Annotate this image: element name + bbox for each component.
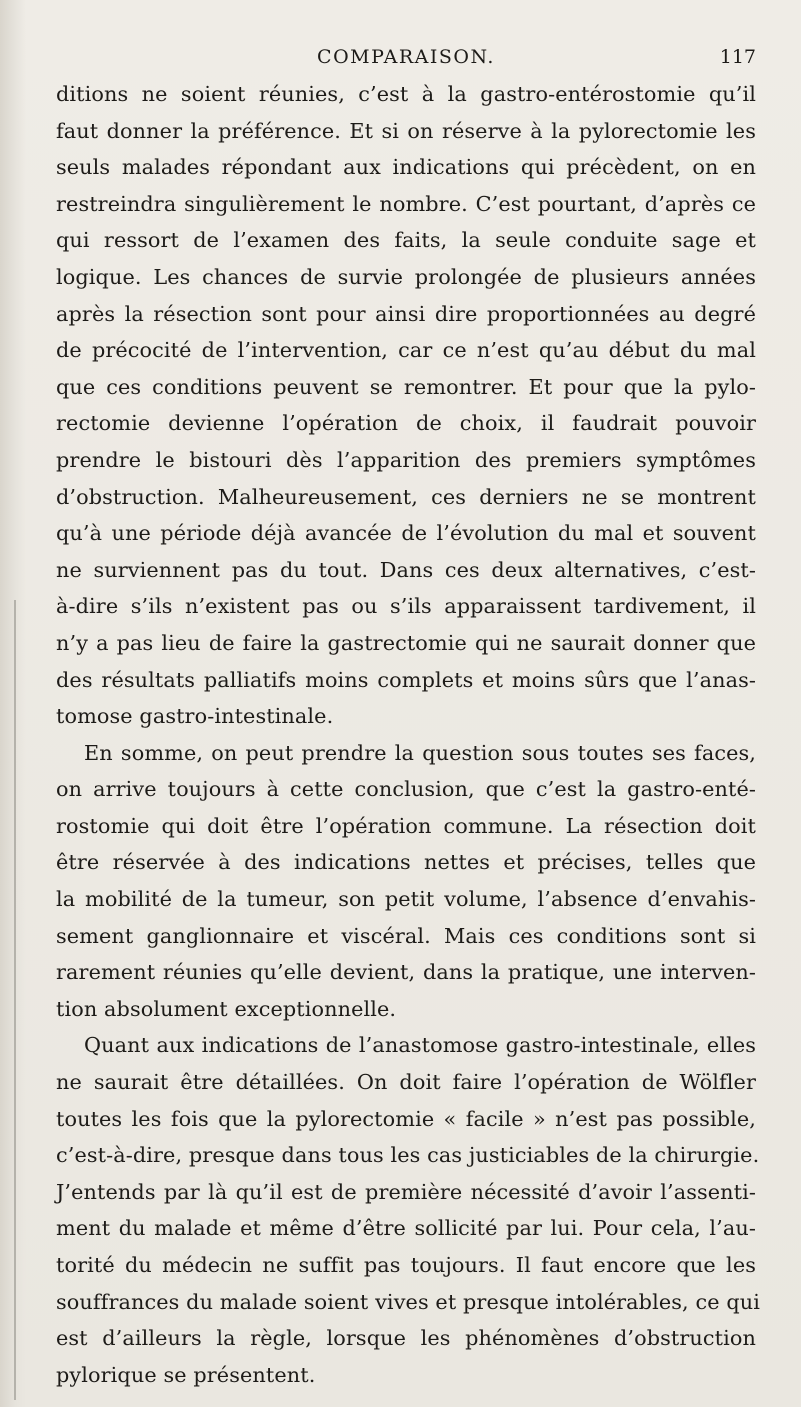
text-line: ne surviennent pas du tout. Dans ces deux alternatives, c’est- <box>56 557 756 582</box>
text-line: tion absolument exceptionnelle. <box>56 996 397 1021</box>
text-line: restreindra singulièrement le nombre. C’est pourtant, d’après ce <box>56 191 756 216</box>
text-line: faut donner la préférence. Et si on réserve à la pylorectomie les <box>56 118 756 143</box>
paragraph-start-line: Quant aux indications de l’anastomose gastro-intestinale, elles <box>84 1033 756 1058</box>
binding-gutter <box>0 0 26 1407</box>
text-line: on arrive toujours à cette conclusion, que c’est la gastro-enté- <box>56 777 756 802</box>
text-line: qu’à une période déjà avancée de l’évolution du mal et souvent <box>56 521 756 546</box>
text-line: être réservée à des indications nettes et précises, telles que <box>56 850 756 875</box>
binding-edge-line <box>14 600 16 1400</box>
paragraph-start-line: En somme, on peut prendre la question sous toutes ses faces, <box>84 740 756 765</box>
running-title: COMPARAISON. <box>317 46 495 68</box>
text-line: prendre le bistouri dès l’apparition des premiers symptômes <box>56 447 756 472</box>
text-line: ne saurait être détaillées. On doit faire l’opération de Wölfler <box>56 1070 756 1095</box>
text-line: est d’ailleurs la règle, lorsque les phénomènes d’obstruction <box>56 1326 756 1351</box>
text-line: après la résection sont pour ainsi dire proportionnées au degré <box>56 301 756 326</box>
page-number: 117 <box>719 46 756 68</box>
text-line: c’est-à-dire, presque dans tous les cas justiciables de la chirurgie. <box>56 1143 760 1168</box>
text-line: ment du malade et même d’être sollicité par lui. Pour cela, l’au- <box>56 1216 756 1241</box>
text-line: que ces conditions peuvent se remontrer. Et pour que la pylo- <box>56 374 756 399</box>
text-line: torité du médecin ne suffit pas toujours. Il faut encore que les <box>56 1253 756 1277</box>
text-line: rectomie devienne l’opération de choix, il faudrait pouvoir <box>56 411 756 436</box>
text-line: d’obstruction. Malheureusement, ces derniers ne se montrent <box>56 484 756 509</box>
text-line: rostomie qui doit être l’opération commune. La résection doit <box>56 813 756 838</box>
text-line: ditions ne soient réunies, c’est à la gastro-entérostomie qu’il <box>56 82 756 106</box>
text-line: n’y a pas lieu de faire la gastrectomie qui ne saurait donner que <box>56 630 756 655</box>
text-line: J’entends par là qu’il est de première nécessité d’avoir l’assenti- <box>56 1179 756 1204</box>
text-line: seuls malades répondant aux indications qui précèdent, on en <box>56 155 756 180</box>
text-line: logique. Les chances de survie prolongée de plusieurs années <box>56 264 756 289</box>
text-line: qui ressort de l’examen des faits, la seule conduite sage et <box>56 228 756 253</box>
text-line: tomose gastro-intestinale. <box>56 704 334 729</box>
text-line: toutes les fois que la pylorectomie « facile » n’est pas possible, <box>56 1106 756 1131</box>
text-line: sement ganglionnaire et viscéral. Mais ces conditions sont si <box>56 923 756 948</box>
text-line: pylorique se présentent. <box>56 1362 316 1387</box>
text-line: à-dire s’ils n’existent pas ou s’ils apparaissent tardivement, il <box>56 594 756 619</box>
page-header <box>56 46 756 76</box>
text-line: rarement réunies qu’elle devient, dans la pratique, une interven- <box>56 960 756 985</box>
text-line: de précocité de l’intervention, car ce n’est qu’au début du mal <box>56 338 756 363</box>
body-text <box>56 76 760 1393</box>
text-line: souffrances du malade soient vives et presque intolérables, ce qui <box>56 1289 760 1314</box>
text-line: la mobilité de la tumeur, son petit volume, l’absence d’envahis- <box>56 887 756 912</box>
text-line: des résultats palliatifs moins complets et moins sûrs que l’anas- <box>56 667 756 692</box>
